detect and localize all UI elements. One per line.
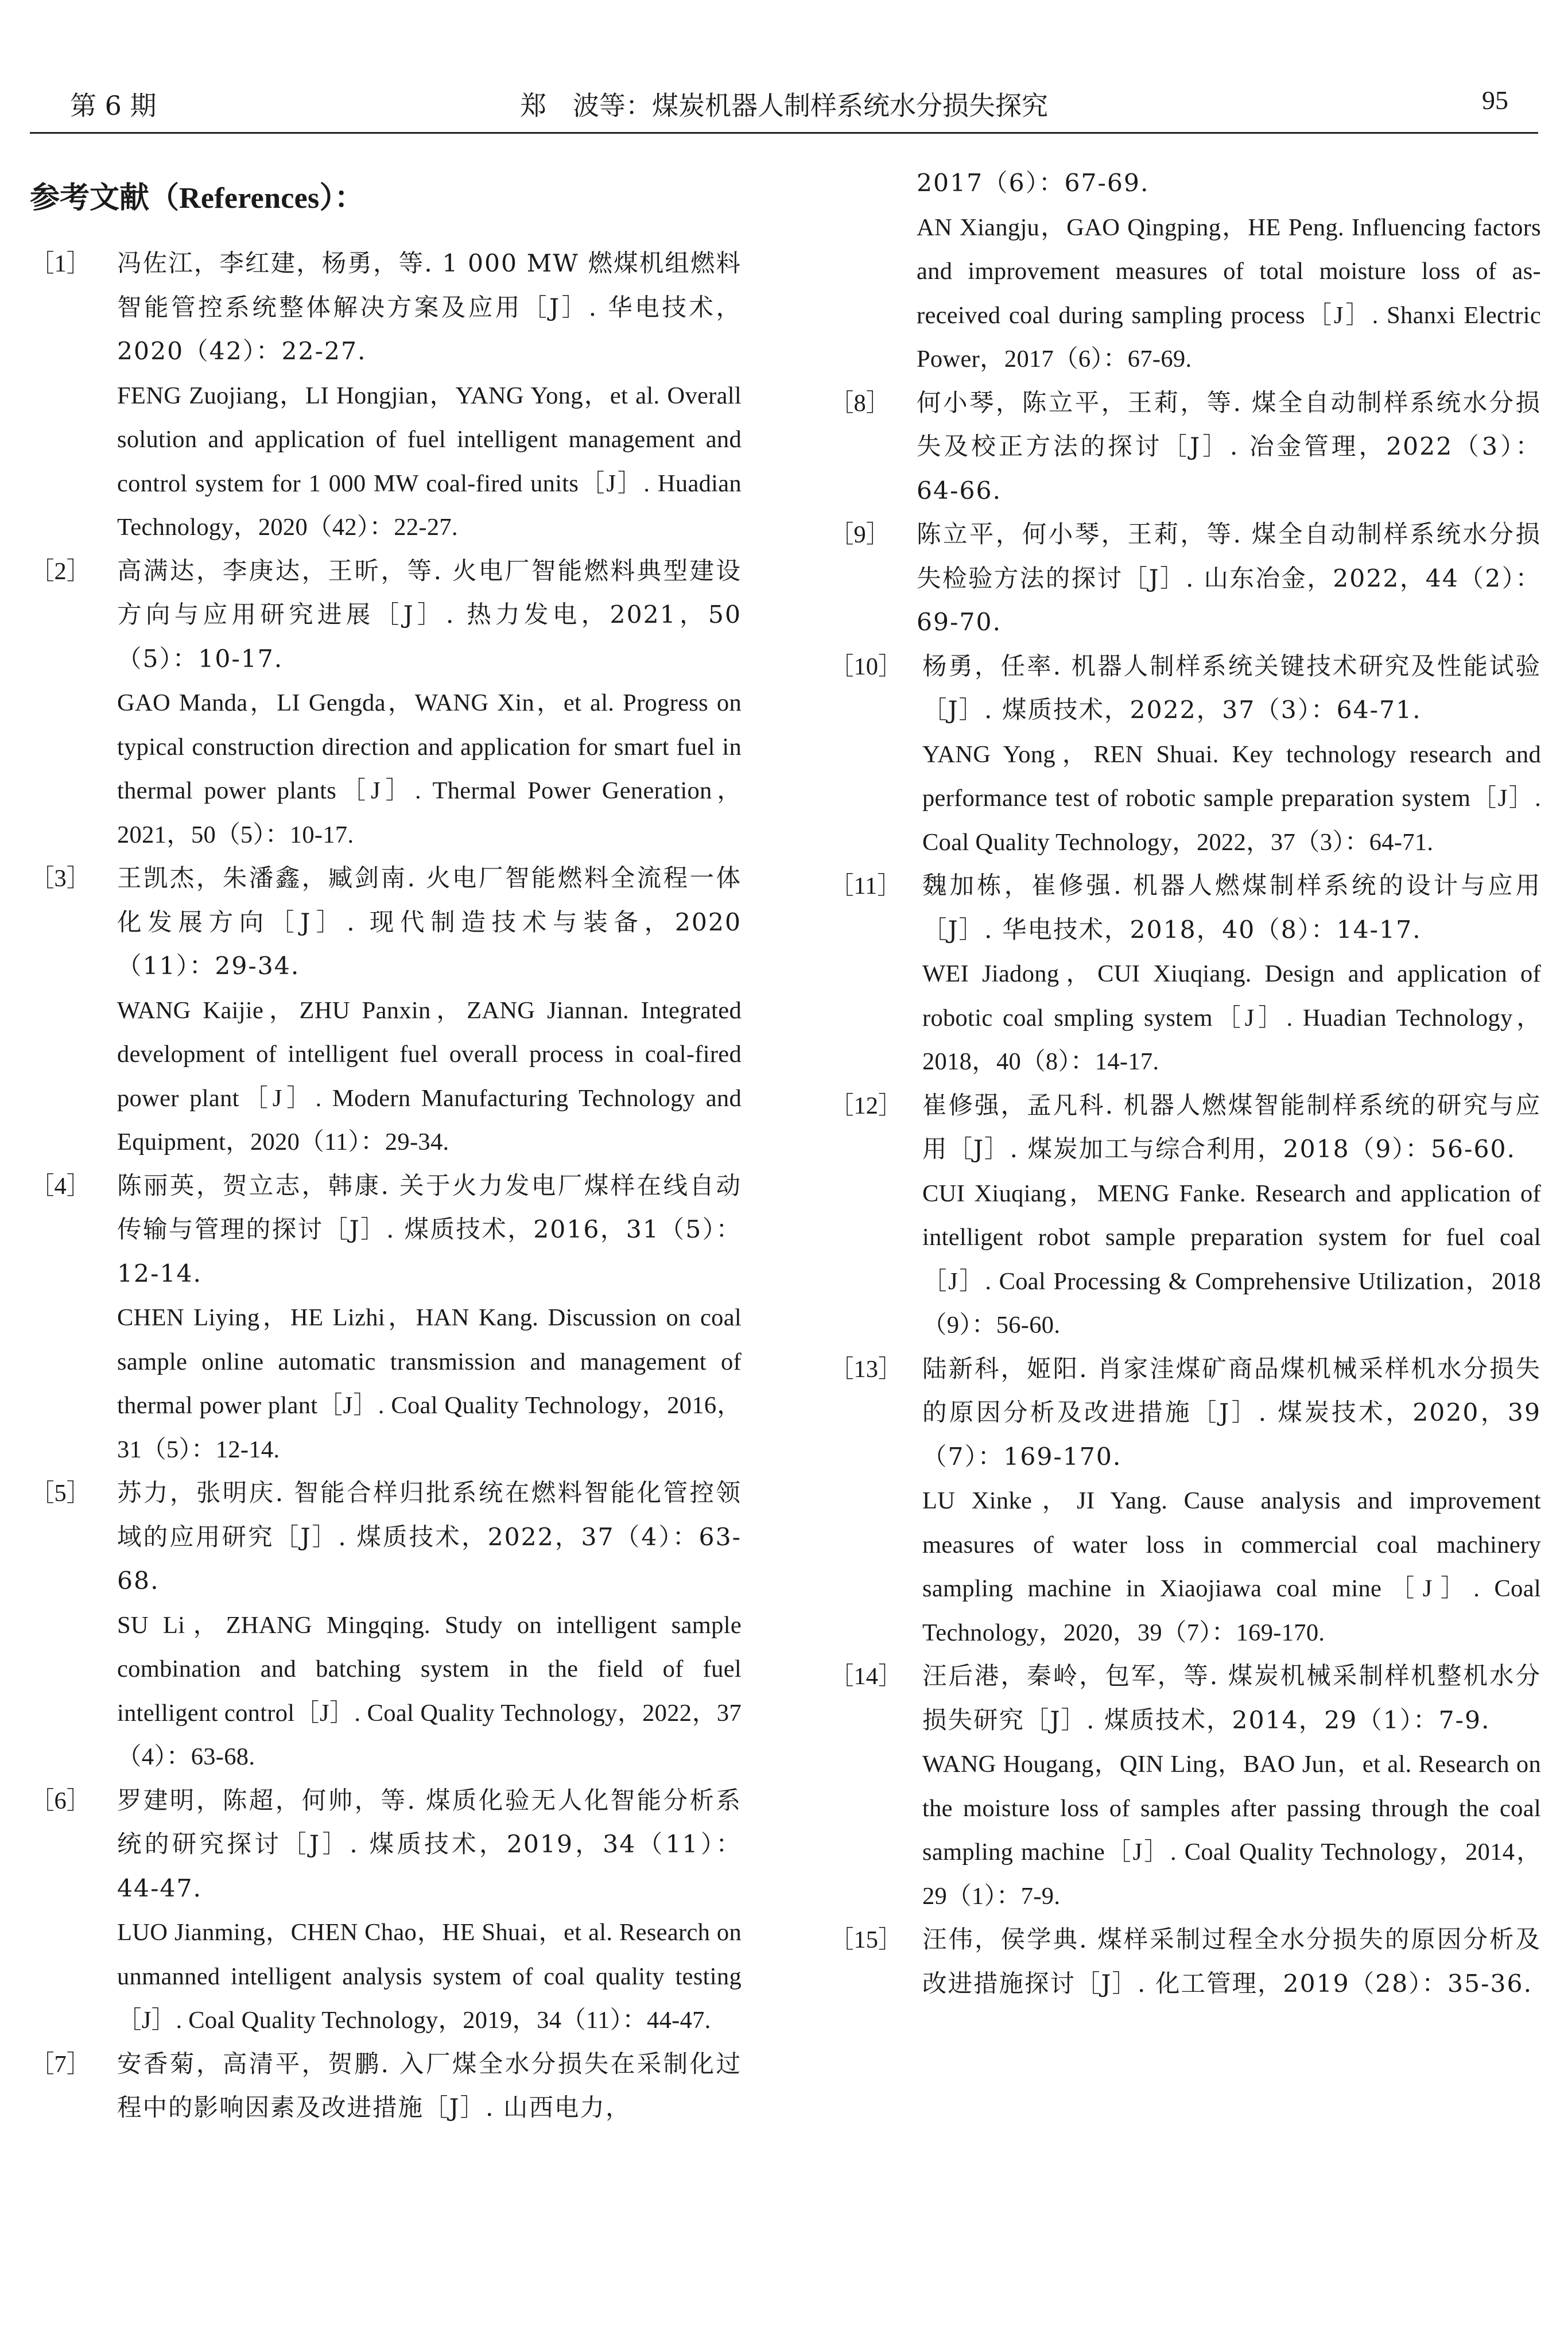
reference-chinese: 陈丽英，贺立志，韩康. 关于火力发电厂煤样在线自动传输与管理的探讨［J］. 煤质技术，2016，31（5）：12-14. [117,1172,742,1288]
reference-continuation [917,162,1541,382]
reference-chinese: 汪后港，秦岭，包军，等. 煤炭机械采制样机整机水分损失研究［J］. 煤质技术，2014，29（1）：7-9. [922,1662,1541,1735]
reference-chinese: 王凯杰，朱潘鑫，臧剑南. 火电厂智能燃料全流程一体化发展方向［J］. 现代制造技术与装备，2020（11）：29-34. [117,864,742,980]
reference-english: LUO Jianming，CHEN Chao，HE Shuai，et al. Research on unmanned intelligent analysis system of coal quality testing［J］. Coal Quality Technology，2019，34（11）：44-47. [117,1919,742,2034]
reference-chinese: 何小琴，陈立平，王莉，等. 煤全自动制样系统水分损失及校正方法的探讨［J］. 冶金管理，2022（3）：64-66. [917,389,1541,505]
reference-item [30,1779,742,2043]
reference-chinese: 杨勇，任率. 机器人制样系统关键技术研究及性能试验［J］. 煤质技术，2022，37（3）：64-71. [922,652,1541,724]
left-column [30,162,742,2131]
reference-english: CHEN Liying，HE Lizhi，HAN Kang. Discussion on coal sample online automatic transmission and management of thermal power plant［J］. Coal Quality Technology，2016，31（5）：12-14. [117,1304,742,1463]
reference-english: CUI Xiuqiang，MENG Fanke. Research and application of intelligent robot sample preparation system for fuel coal［J］. Coal Processing & Comprehensive Utilization，2018（9）：56-60. [922,1180,1541,1339]
reference-number: ［7］ [30,2050,91,2078]
reference-item [30,1472,742,1779]
reference-number: ［12］ [829,1092,903,1119]
reference-number: ［9］ [829,521,891,548]
reference-number: ［2］ [30,557,91,585]
reference-number: ［1］ [30,250,91,277]
reference-english: LU Xinke，JI Yang. Cause analysis and improvement measures of water loss in commercial coal machinery sampling machine in Xiaojiawa coal mine［J］. Coal Technology，2020，39（7）：169-170. [922,1487,1541,1646]
reference-number: ［15］ [829,1926,903,1953]
reference-item [829,1348,1541,1655]
reference-english: YANG Yong，REN Shuai. Key technology research and performance test of robotic sample preparation system［J］. Coal Quality Technology，2022，37（3）：64-71. [922,740,1541,856]
reference-number: ［11］ [829,873,902,899]
reference-english: AN Xiangju，GAO Qingping，HE Peng. Influencing factors and improvement measures of total moisture loss of as-received coal during sampling process［J］. Shanxi Electric Power，2017（6）：67-69. [917,214,1541,373]
reference-english: WEI Jiadong，CUI Xiuqiang. Design and application of robotic coal smpling system［J］. Huadian Technology，2018，40（8）：14-17. [922,960,1541,1075]
reference-chinese: 2017（6）：67-69. [917,169,1150,197]
reference-item [30,1165,742,1472]
page-number: 95 [1482,86,1508,115]
issue-number: 第 6 期 [70,90,157,121]
reference-chinese: 冯佐江，李红建，杨勇，等. 1 000 MW 燃煤机组燃料智能管控系统整体解决方案及应用［J］. 华电技术，2020（42）：22-27. [117,250,742,366]
reference-chinese: 陆新科，姬阳. 肖家洼煤矿商品煤机械采样机水分损失的原因分析及改进措施［J］. 煤炭技术，2020，39（7）：169-170. [922,1355,1541,1471]
reference-item [829,1918,1541,2006]
reference-chinese: 苏力，张明庆. 智能合样归批系统在燃料智能化管控领域的应用研究［J］. 煤质技术，2022，37（4）：63-68. [117,1479,742,1595]
reference-english: SU Li，ZHANG Mingqing. Study on intelligent sample combination and batching system in the field of fuel intelligent control［J］. Coal Quality Technology，2022，37（4）：63-68. [117,1611,742,1770]
reference-item [829,513,1541,645]
reference-chinese: 魏加栋，崔修强. 机器人燃煤制样系统的设计与应用［J］. 华电技术，2018，40（8）：14-17. [922,872,1541,944]
reference-item [829,1084,1541,1348]
reference-english: WANG Hougang，QIN Ling，BAO Jun，et al. Research on the moisture loss of samples after passing through the coal sampling machine［J］. Coal Quality Technology，2014，29（1）：7-9. [922,1751,1541,1910]
running-title: 郑 波等：煤炭机器人制样系统水分损失探究 [520,90,1048,121]
reference-item [829,382,1541,514]
reference-number: ［4］ [30,1172,91,1200]
reference-chinese: 安香菊，高清平，贺鹏. 入厂煤全水分损失在采制化过程中的影响因素及改进措施［J］. 山西电力， [117,2050,742,2122]
reference-item [829,1655,1541,1918]
reference-number: ［3］ [30,865,91,892]
references-heading: 参考文献（References）： [30,181,364,215]
running-header [30,80,1538,134]
reference-chinese: 陈立平，何小琴，王莉，等. 煤全自动制样系统水分损失检验方法的探讨［J］. 山东冶金，2022，44（2）：69-70. [917,521,1541,637]
reference-item [829,645,1541,865]
reference-item [30,242,742,550]
reference-english: WANG Kaijie，ZHU Panxin，ZANG Jiannan. Integrated development of intelligent fuel overall process in coal-fired power plant［J］. Modern Manufacturing Technology and Equipment，2020（11）：29-34. [117,996,742,1155]
reference-chinese: 罗建明，陈超，何帅，等. 煤质化验无人化智能分析系统的研究探讨［J］. 煤质技术，2019，34（11）：44-47. [117,1786,742,1903]
reference-number: ［6］ [30,1787,91,1814]
reference-chinese: 汪伟，侯学典. 煤样采制过程全水分损失的原因分析及改进措施探讨［J］. 化工管理，2019（28）：35-36. [922,1926,1541,1998]
reference-item [30,857,742,1165]
reference-number: ［10］ [829,653,903,680]
reference-number: ［14］ [829,1663,903,1690]
reference-english: FENG Zuojiang，LI Hongjian，YANG Yong，et al. Overall solution and application of fuel intelligent management and control system for 1 000 MW coal-fired units［J］. Huadian Technology，2020（42）：22-27. [117,382,742,541]
reference-number: ［13］ [829,1355,903,1383]
reference-chinese: 崔修强，孟凡科. 机器人燃煤智能制样系统的研究与应用［J］. 煤炭加工与综合利用，2018（9）：56-60. [922,1091,1541,1164]
reference-english: GAO Manda，LI Gengda，WANG Xin，et al. Progress on typical construction direction and application for smart fuel in thermal power plants［J］. Thermal Power Generation，2021，50（5）：10-17. [117,689,742,848]
right-column [829,162,1541,2006]
reference-chinese: 高满达，李庚达，王昕，等. 火电厂智能燃料典型建设方向与应用研究进展［J］. 热力发电，2021，50（5）：10-17. [117,557,742,673]
reference-number: ［5］ [30,1480,91,1507]
reference-item [829,864,1541,1084]
reference-item [30,550,742,858]
reference-item [30,2043,742,2131]
reference-number: ［8］ [829,389,891,417]
